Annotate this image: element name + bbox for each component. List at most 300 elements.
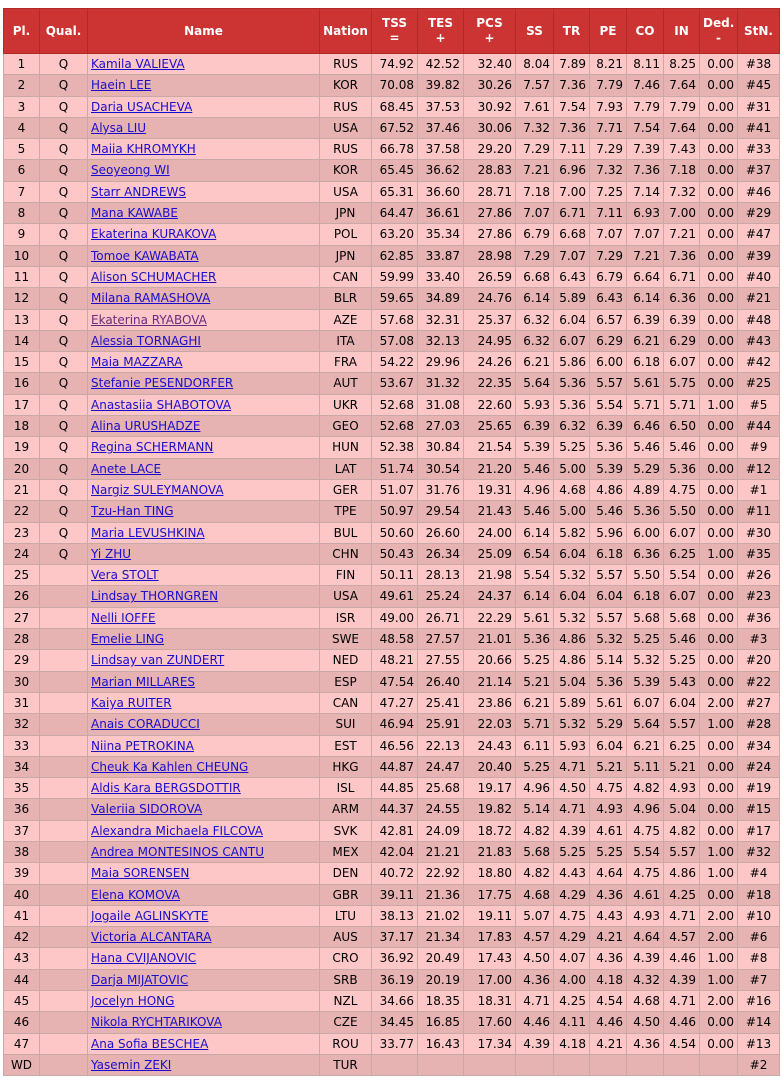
cell-tss: 52.68	[372, 394, 418, 415]
cell-co	[627, 1054, 664, 1075]
cell-tes: 33.87	[418, 245, 464, 266]
table-row	[4, 522, 780, 543]
column-header-pcs[interactable]	[464, 9, 516, 54]
cell-nation: ESP	[320, 671, 372, 692]
cell-tss: 40.72	[372, 863, 418, 884]
cell-co: 7.07	[627, 224, 664, 245]
cell-pcs: 19.82	[464, 799, 516, 820]
cell-deductions: 0.00	[700, 181, 738, 202]
skater-name-link[interactable]: Jogaile AGLINSKYTE	[91, 908, 209, 923]
cell-qualification	[40, 841, 88, 862]
cell-tss: 38.13	[372, 905, 418, 926]
cell-tes: 20.19	[418, 969, 464, 990]
skater-name-link[interactable]: Maria LEVUSHKINA	[91, 525, 205, 540]
cell-tss	[372, 1054, 418, 1075]
skater-name-link[interactable]: Ana Sofia BESCHEA	[91, 1036, 209, 1051]
cell-co: 4.36	[627, 1033, 664, 1054]
cell-place: 27	[4, 607, 40, 628]
skater-name-link[interactable]: Alexandra Michaela FILCOVA	[91, 823, 264, 838]
cell-tss: 46.94	[372, 714, 418, 735]
cell-in: 7.43	[664, 139, 700, 160]
cell-co: 7.54	[627, 117, 664, 138]
cell-tr: 7.11	[554, 139, 590, 160]
table-row	[4, 1054, 780, 1075]
cell-deductions: 0.00	[700, 352, 738, 373]
column-header-tr[interactable]	[554, 9, 590, 54]
cell-pe: 5.32	[590, 629, 627, 650]
cell-tes: 18.35	[418, 991, 464, 1012]
skater-name-link[interactable]: Lindsay van ZUNDERT	[91, 653, 225, 668]
skater-name-link[interactable]: Valeriia SIDOROVA	[91, 802, 203, 817]
cell-ss: 4.68	[516, 884, 554, 905]
cell-tr: 6.04	[554, 309, 590, 330]
cell-pe: 5.36	[590, 671, 627, 692]
cell-ss: 6.21	[516, 692, 554, 713]
skater-name-link[interactable]: Haein LEE	[91, 78, 152, 93]
cell-nation: CHN	[320, 543, 372, 564]
column-header-pe[interactable]	[590, 9, 627, 54]
cell-tr: 5.00	[554, 501, 590, 522]
cell-qualification	[40, 905, 88, 926]
column-header-co[interactable]	[627, 9, 664, 54]
cell-co: 5.39	[627, 671, 664, 692]
cell-nation: AUS	[320, 927, 372, 948]
cell-nation: ARM	[320, 799, 372, 820]
skater-name-link[interactable]: Kamila VALIEVA	[91, 57, 185, 71]
table-row	[4, 245, 780, 266]
table-row	[4, 416, 780, 437]
cell-start-number: #41	[738, 117, 780, 138]
skater-name-link[interactable]: Maia SORENSEN	[91, 866, 190, 881]
cell-pcs: 17.75	[464, 884, 516, 905]
skater-name-link[interactable]: Nelli IOFFE	[91, 610, 156, 625]
skater-name-link[interactable]: Tomoe KAWABATA	[91, 248, 199, 263]
cell-tr: 7.07	[554, 245, 590, 266]
cell-deductions: 0.00	[700, 756, 738, 777]
table-row	[4, 458, 780, 479]
table-row	[4, 650, 780, 671]
skater-name-link[interactable]: Alysa LIU	[91, 120, 147, 135]
cell-in: 4.82	[664, 820, 700, 841]
skater-name-link[interactable]: Yasemin ZEKI	[91, 1057, 172, 1072]
cell-name	[88, 863, 320, 884]
cell-tss: 37.17	[372, 927, 418, 948]
skater-name-link[interactable]: Seoyeong WI	[91, 163, 170, 178]
skater-name-link[interactable]: Marian MILLARES	[91, 674, 196, 689]
cell-tr: 7.36	[554, 75, 590, 96]
skater-name-link[interactable]: Regina SCHERMANN	[91, 440, 214, 455]
skater-name-link[interactable]: Kaiya RUITER	[91, 695, 172, 710]
cell-nation: HUN	[320, 437, 372, 458]
skater-name-link[interactable]: Emelie LING	[91, 632, 165, 647]
column-header-label: PE	[599, 23, 617, 38]
cell-tss: 65.31	[372, 181, 418, 202]
cell-pe: 5.96	[590, 522, 627, 543]
cell-qualification	[40, 714, 88, 735]
cell-nation: CRO	[320, 948, 372, 969]
cell-in: 5.57	[664, 714, 700, 735]
table-row	[4, 799, 780, 820]
cell-nation: LTU	[320, 905, 372, 926]
cell-tes: 22.13	[418, 735, 464, 756]
cell-name	[88, 160, 320, 181]
cell-place: 7	[4, 181, 40, 202]
cell-ss: 6.11	[516, 735, 554, 756]
skater-name-link[interactable]: Anete LACE	[91, 461, 162, 476]
cell-pe: 4.46	[590, 1012, 627, 1033]
skater-name-link[interactable]: Mana KAWABE	[91, 206, 178, 221]
cell-place: 43	[4, 948, 40, 969]
column-header-place[interactable]	[4, 9, 40, 54]
cell-deductions: 0.00	[700, 54, 738, 75]
cell-start-number: #17	[738, 820, 780, 841]
cell-place: 26	[4, 586, 40, 607]
cell-name	[88, 714, 320, 735]
skater-name-link[interactable]: Alessia TORNAGHI	[91, 333, 201, 348]
table-row	[4, 309, 780, 330]
cell-co: 6.21	[627, 330, 664, 351]
column-header-label: TR	[562, 23, 581, 38]
cell-nation: BUL	[320, 522, 372, 543]
cell-name	[88, 629, 320, 650]
cell-tes: 16.43	[418, 1033, 464, 1054]
cell-co: 5.54	[627, 841, 664, 862]
cell-ss: 5.39	[516, 437, 554, 458]
cell-nation: NED	[320, 650, 372, 671]
cell-place: 31	[4, 692, 40, 713]
cell-start-number: #16	[738, 991, 780, 1012]
cell-tss: 48.21	[372, 650, 418, 671]
skater-name-link[interactable]: Daria USACHEVA	[91, 99, 193, 114]
cell-nation: SVK	[320, 820, 372, 841]
cell-tes: 31.32	[418, 373, 464, 394]
cell-deductions: 0.00	[700, 288, 738, 309]
cell-deductions: 0.00	[700, 266, 738, 287]
cell-name	[88, 181, 320, 202]
column-header-operator: +	[435, 31, 446, 45]
cell-place: 45	[4, 991, 40, 1012]
cell-ss: 7.29	[516, 245, 554, 266]
cell-tss: 57.08	[372, 330, 418, 351]
cell-nation: GBR	[320, 884, 372, 905]
column-header-nation[interactable]	[320, 9, 372, 54]
cell-pcs: 17.00	[464, 969, 516, 990]
cell-place: 9	[4, 224, 40, 245]
cell-co: 4.32	[627, 969, 664, 990]
column-header-tes[interactable]	[418, 9, 464, 54]
table-row	[4, 437, 780, 458]
cell-tes: 37.46	[418, 117, 464, 138]
cell-co: 6.36	[627, 543, 664, 564]
cell-tss: 50.97	[372, 501, 418, 522]
cell-deductions: 0.00	[700, 479, 738, 500]
cell-in	[664, 1054, 700, 1075]
cell-place: 25	[4, 565, 40, 586]
table-row	[4, 948, 780, 969]
cell-ss: 4.96	[516, 778, 554, 799]
skater-name-link[interactable]: Niina PETROKINA	[91, 738, 194, 753]
cell-name	[88, 288, 320, 309]
cell-tss: 39.11	[372, 884, 418, 905]
skater-name-link[interactable]: Ekaterina RYABOVA	[91, 312, 207, 327]
cell-tss: 65.45	[372, 160, 418, 181]
cell-nation: SWE	[320, 629, 372, 650]
skater-name-link[interactable]: Ekaterina KURAKOVA	[91, 227, 217, 242]
cell-in: 6.07	[664, 522, 700, 543]
skater-name-link[interactable]: Andrea MONTESINOS CANTU	[91, 844, 265, 859]
table-row	[4, 139, 780, 160]
cell-pe: 5.46	[590, 501, 627, 522]
cell-deductions: 0.00	[700, 1033, 738, 1054]
cell-pcs: 19.17	[464, 778, 516, 799]
cell-in: 5.54	[664, 565, 700, 586]
cell-tr: 4.86	[554, 650, 590, 671]
cell-in: 4.86	[664, 863, 700, 884]
table-row	[4, 479, 780, 500]
cell-pe: 6.18	[590, 543, 627, 564]
cell-tes: 36.60	[418, 181, 464, 202]
cell-pe: 4.18	[590, 969, 627, 990]
cell-deductions: 0.00	[700, 586, 738, 607]
cell-start-number: #12	[738, 458, 780, 479]
cell-start-number: #8	[738, 948, 780, 969]
table-row	[4, 756, 780, 777]
cell-pe: 5.61	[590, 692, 627, 713]
column-header-start-number[interactable]	[738, 9, 780, 54]
cell-name	[88, 309, 320, 330]
column-header-label: Ded.	[703, 16, 735, 30]
skater-name-link[interactable]: Vera STOLT	[91, 568, 159, 583]
cell-co: 6.93	[627, 203, 664, 224]
cell-qualification: Q	[40, 224, 88, 245]
cell-pcs: 22.29	[464, 607, 516, 628]
skater-name-link[interactable]: Milana RAMASHOVA	[91, 291, 211, 306]
cell-tr: 4.18	[554, 1033, 590, 1054]
cell-name	[88, 224, 320, 245]
cell-name	[88, 1033, 320, 1054]
cell-nation: ISR	[320, 607, 372, 628]
cell-place: 35	[4, 778, 40, 799]
cell-tr: 5.36	[554, 373, 590, 394]
skater-name-link[interactable]: Darja MIJATOVIC	[91, 972, 189, 987]
column-header-ss[interactable]	[516, 9, 554, 54]
cell-pe: 4.93	[590, 799, 627, 820]
cell-place: 32	[4, 714, 40, 735]
cell-in: 5.75	[664, 373, 700, 394]
cell-pcs: 22.35	[464, 373, 516, 394]
cell-start-number: #11	[738, 501, 780, 522]
skater-name-link[interactable]: Maia MAZZARA	[91, 355, 183, 370]
cell-co: 4.61	[627, 884, 664, 905]
cell-tr: 4.29	[554, 927, 590, 948]
cell-deductions: 0.00	[700, 820, 738, 841]
cell-deductions: 2.00	[700, 991, 738, 1012]
cell-pe: 5.57	[590, 565, 627, 586]
cell-co: 6.46	[627, 416, 664, 437]
column-header-label: SS	[526, 23, 543, 38]
cell-name	[88, 948, 320, 969]
cell-in: 4.71	[664, 905, 700, 926]
cell-co: 5.11	[627, 756, 664, 777]
cell-in: 6.07	[664, 586, 700, 607]
column-header-qualification[interactable]	[40, 9, 88, 54]
cell-co: 4.64	[627, 927, 664, 948]
cell-qualification	[40, 586, 88, 607]
skater-name-link[interactable]: Aldis Kara BERGSDOTTIR	[91, 781, 241, 796]
cell-tr: 5.89	[554, 288, 590, 309]
cell-start-number: #43	[738, 330, 780, 351]
cell-in: 6.29	[664, 330, 700, 351]
cell-ss: 6.68	[516, 266, 554, 287]
cell-pcs: 27.86	[464, 203, 516, 224]
table-row	[4, 1012, 780, 1033]
cell-pcs: 21.83	[464, 841, 516, 862]
cell-qualification: Q	[40, 75, 88, 96]
cell-co: 4.68	[627, 991, 664, 1012]
cell-tes: 35.34	[418, 224, 464, 245]
cell-deductions: 0.00	[700, 139, 738, 160]
skater-name-link[interactable]: Victoria ALCANTARA	[91, 930, 212, 945]
cell-pe: 5.39	[590, 458, 627, 479]
table-row	[4, 160, 780, 181]
cell-ss: 6.14	[516, 522, 554, 543]
cell-tss: 46.56	[372, 735, 418, 756]
cell-place: 8	[4, 203, 40, 224]
cell-place: 14	[4, 330, 40, 351]
cell-pcs: 24.26	[464, 352, 516, 373]
cell-co: 8.11	[627, 54, 664, 75]
cell-pe: 6.39	[590, 416, 627, 437]
cell-pcs: 30.06	[464, 117, 516, 138]
cell-deductions: 0.00	[700, 650, 738, 671]
cell-name	[88, 373, 320, 394]
table-row	[4, 117, 780, 138]
skater-name-link[interactable]: Starr ANDREWS	[91, 184, 186, 199]
cell-pcs: 24.95	[464, 330, 516, 351]
skater-name-link[interactable]: Anais CORADUCCI	[91, 717, 200, 732]
cell-start-number: #39	[738, 245, 780, 266]
column-header-label: CO	[635, 23, 655, 38]
cell-nation: USA	[320, 117, 372, 138]
cell-co: 6.18	[627, 352, 664, 373]
cell-co: 6.39	[627, 309, 664, 330]
cell-name	[88, 416, 320, 437]
skater-name-link[interactable]: Yi ZHU	[91, 546, 132, 561]
cell-deductions: 0.00	[700, 160, 738, 181]
skater-name-link[interactable]: Maiia KHROMYKH	[91, 142, 196, 157]
cell-place: 24	[4, 543, 40, 564]
cell-in: 5.50	[664, 501, 700, 522]
cell-place: 15	[4, 352, 40, 373]
cell-place: 44	[4, 969, 40, 990]
cell-tr: 4.43	[554, 863, 590, 884]
cell-tr: 4.71	[554, 756, 590, 777]
cell-pe: 5.14	[590, 650, 627, 671]
cell-tes: 33.40	[418, 266, 464, 287]
cell-nation: TPE	[320, 501, 372, 522]
column-header-name[interactable]	[88, 9, 320, 54]
cell-pe: 4.36	[590, 948, 627, 969]
cell-tes: 36.62	[418, 160, 464, 181]
cell-pcs: 28.98	[464, 245, 516, 266]
cell-tes: 32.13	[418, 330, 464, 351]
skater-name-link[interactable]: Nikola RYCHTARIKOVA	[91, 1015, 222, 1030]
cell-name	[88, 54, 320, 75]
skater-name-link[interactable]: Alison SCHUMACHER	[91, 269, 217, 284]
cell-ss: 5.93	[516, 394, 554, 415]
cell-pe	[590, 1054, 627, 1075]
cell-in: 5.68	[664, 607, 700, 628]
cell-ss: 5.07	[516, 905, 554, 926]
cell-pcs: 26.59	[464, 266, 516, 287]
cell-qualification	[40, 927, 88, 948]
cell-name	[88, 394, 320, 415]
skater-name-link[interactable]: Hana CVIJANOVIC	[91, 951, 197, 966]
cell-pe: 4.64	[590, 863, 627, 884]
column-header-in[interactable]	[664, 9, 700, 54]
skater-name-link[interactable]: Cheuk Ka Kahlen CHEUNG	[91, 759, 249, 774]
cell-tr: 4.75	[554, 905, 590, 926]
cell-tr: 5.32	[554, 565, 590, 586]
cell-pcs: 22.03	[464, 714, 516, 735]
cell-co: 7.46	[627, 75, 664, 96]
cell-start-number: #32	[738, 841, 780, 862]
skater-name-link[interactable]: Lindsay THORNGREN	[91, 589, 219, 604]
skater-name-link[interactable]: Stefanie PESENDORFER	[91, 376, 234, 391]
cell-tss: 44.87	[372, 756, 418, 777]
cell-name	[88, 969, 320, 990]
cell-tes: 42.52	[418, 54, 464, 75]
cell-pe: 5.54	[590, 394, 627, 415]
cell-qualification: Q	[40, 160, 88, 181]
cell-start-number: #26	[738, 565, 780, 586]
cell-nation: GER	[320, 479, 372, 500]
skater-name-link[interactable]: Jocelyn HONG	[91, 994, 175, 1009]
skater-name-link[interactable]: Nargiz SULEYMANOVA	[91, 482, 224, 497]
cell-co: 5.36	[627, 501, 664, 522]
cell-start-number: #27	[738, 692, 780, 713]
cell-deductions: 0.00	[700, 735, 738, 756]
cell-co: 5.71	[627, 394, 664, 415]
column-header-label: TES	[427, 16, 454, 30]
skater-name-link[interactable]: Alina URUSHADZE	[91, 419, 201, 434]
cell-place: 47	[4, 1033, 40, 1054]
cell-deductions: 0.00	[700, 778, 738, 799]
cell-pcs: 28.71	[464, 181, 516, 202]
column-header-tss[interactable]	[372, 9, 418, 54]
cell-ss: 7.32	[516, 117, 554, 138]
cell-in: 4.46	[664, 948, 700, 969]
cell-tr: 5.89	[554, 692, 590, 713]
cell-co: 6.00	[627, 522, 664, 543]
cell-ss: 5.46	[516, 501, 554, 522]
column-header-deductions[interactable]	[700, 9, 738, 54]
cell-start-number: #40	[738, 266, 780, 287]
skater-name-link[interactable]: Elena KOMOVA	[91, 887, 180, 902]
cell-tr: 5.32	[554, 607, 590, 628]
cell-name	[88, 991, 320, 1012]
cell-pcs: 17.43	[464, 948, 516, 969]
cell-place: 10	[4, 245, 40, 266]
cell-nation: FIN	[320, 565, 372, 586]
cell-qualification: Q	[40, 203, 88, 224]
cell-ss: 6.21	[516, 352, 554, 373]
cell-qualification: Q	[40, 373, 88, 394]
skater-name-link[interactable]: Tzu-Han TING	[91, 504, 174, 519]
cell-deductions: 1.00	[700, 948, 738, 969]
skater-name-link[interactable]: Anastasiia SHABOTOVA	[91, 397, 232, 412]
cell-name	[88, 1054, 320, 1075]
